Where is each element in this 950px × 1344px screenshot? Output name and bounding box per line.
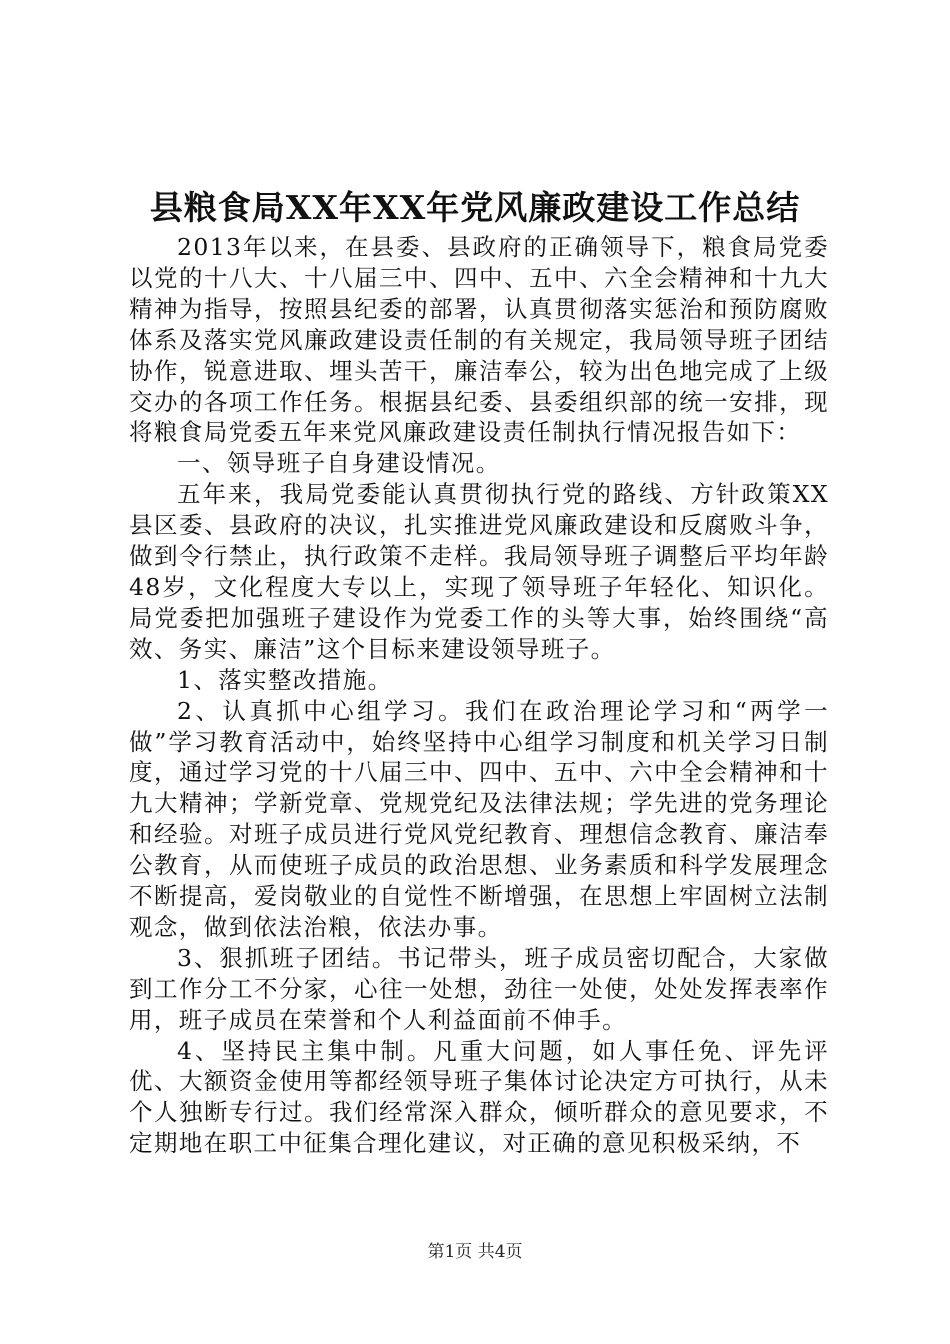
item-rectification: 1、落实整改措施。 bbox=[177, 665, 393, 694]
document-title: 县粮食局XX年XX年党风廉政建设工作总结 bbox=[149, 188, 801, 227]
page-footer: 第1页 共4页 bbox=[427, 1242, 523, 1262]
section-heading-leadership: 一、领导班子自身建设情况。 bbox=[177, 449, 501, 478]
paragraph-leadership: 五年来，我局党委能认真贯彻执行党的路线、方针政策XX县区委、县政府的决议，扎实推进党风廉政建设和反腐败斗争，做到令行禁止，执行政策不走样。我局领导班子调整后平均年龄48岁，文化程度大专以上，实现了领导班子年轻化、知识化。局党委把加强班子建设作为党委工作的头等大事，始终围绕“高效、务实、廉洁”这个目标来建设领导班子。 bbox=[129, 480, 829, 663]
item-unity: 3、狠抓班子团结。书记带头，班子成员密切配合，大家做到工作分工不分家，心往一处想，劲往一处使，处处发挥表率作用，班子成员在荣誉和个人利益面前不伸手。 bbox=[129, 943, 829, 1034]
paragraph-intro: 2013年以来，在县委、县政府的正确领导下，粮食局党委以党的十八大、十八届三中、四中、五中、六全会精神和十九大精神为指导，按照县纪委的部署，认真贯彻落实惩治和预防腐败体系及落实党风廉政建设责任制的有关规定，我局领导班子团结协作，锐意进取、埋头苦干，廉洁奉公，较为出色地完成了上级交办的各项工作任务。根据县纪委、县委组织部的统一安排，现将粮食局党委五年来党风廉政建设责任制执行情况报告如下： bbox=[129, 233, 829, 447]
item-study: 2、认真抓中心组学习。我们在政治理论学习和“两学一做”学习教育活动中，始终坚持中心组学习制度和机关学习日制度，通过学习党的十八届三中、四中、五中、六中全会精神和十九大精神；学新党章、党规党纪及法律法规；学先进的党务理论和经验。对班子成员进行党风党纪教育、理想信念教育、廉洁奉公教育，从而使班子成员的政治思想、业务素质和科学发展理念不断提高，爱岗敬业的自觉性不断增强，在思想上牢固树立法制观念，做到依法治粮，依法办事。 bbox=[129, 696, 829, 941]
item-democratic-centralism: 4、坚持民主集中制。凡重大问题，如人事任免、评先评优、大额资金使用等都经领导班子集体讨论决定方可执行，从未个人独断专行过。我们经常深入群众，倾听群众的意见要求，不定期地在职工中征集合理化建议，对正确的意见积极采纳，不 bbox=[129, 1036, 829, 1158]
document-body bbox=[129, 232, 829, 1159]
